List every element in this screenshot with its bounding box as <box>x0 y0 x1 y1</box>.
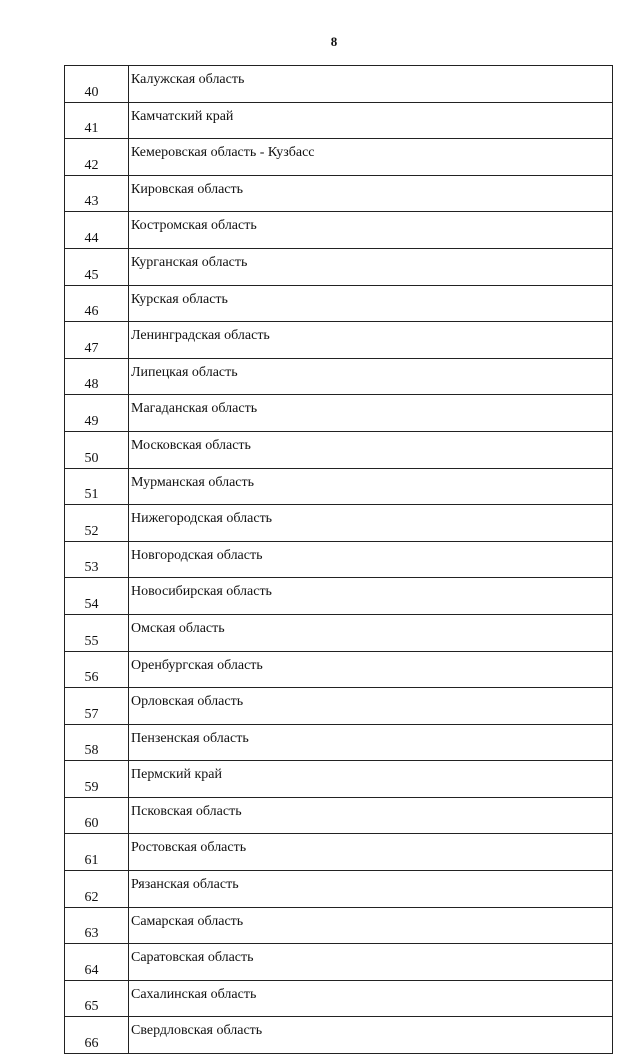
region-name-cell: Камчатский край <box>129 102 613 139</box>
regions-table-container <box>64 65 612 1054</box>
table-row <box>65 468 613 505</box>
table-row <box>65 102 613 139</box>
region-name-cell: Московская область <box>129 431 613 468</box>
region-name-cell: Саратовская область <box>129 944 613 981</box>
table-row <box>65 1017 613 1054</box>
table-row <box>65 285 613 322</box>
region-name-cell: Мурманская область <box>129 468 613 505</box>
region-name-cell: Костромская область <box>129 212 613 249</box>
row-number-cell: 42 <box>65 139 129 176</box>
row-number-cell: 63 <box>65 907 129 944</box>
table-row <box>65 358 613 395</box>
region-name-cell: Оренбургская область <box>129 651 613 688</box>
row-number-cell: 64 <box>65 944 129 981</box>
region-name-cell: Орловская область <box>129 688 613 725</box>
table-row <box>65 871 613 908</box>
table-row <box>65 578 613 615</box>
row-number-cell: 62 <box>65 871 129 908</box>
row-number-cell: 58 <box>65 724 129 761</box>
table-row <box>65 139 613 176</box>
table-row <box>65 431 613 468</box>
table-row <box>65 212 613 249</box>
region-name-cell: Самарская область <box>129 907 613 944</box>
region-name-cell: Свердловская область <box>129 1017 613 1054</box>
table-row <box>65 797 613 834</box>
table-row <box>65 541 613 578</box>
region-name-cell: Калужская область <box>129 66 613 103</box>
region-name-cell: Пензенская область <box>129 724 613 761</box>
region-name-cell: Ленинградская область <box>129 322 613 359</box>
regions-table-body <box>65 66 613 1054</box>
row-number-cell: 60 <box>65 797 129 834</box>
table-row <box>65 980 613 1017</box>
row-number-cell: 41 <box>65 102 129 139</box>
region-name-cell: Псковская область <box>129 797 613 834</box>
row-number-cell: 48 <box>65 358 129 395</box>
row-number-cell: 50 <box>65 431 129 468</box>
row-number-cell: 66 <box>65 1017 129 1054</box>
table-row <box>65 944 613 981</box>
row-number-cell: 55 <box>65 614 129 651</box>
row-number-cell: 47 <box>65 322 129 359</box>
region-name-cell: Пермский край <box>129 761 613 798</box>
regions-table <box>64 65 613 1054</box>
region-name-cell: Магаданская область <box>129 395 613 432</box>
row-number-cell: 59 <box>65 761 129 798</box>
table-row <box>65 395 613 432</box>
region-name-cell: Омская область <box>129 614 613 651</box>
page-number: 8 <box>330 34 338 49</box>
region-name-cell: Липецкая область <box>129 358 613 395</box>
row-number-cell: 56 <box>65 651 129 688</box>
region-name-cell: Ростовская область <box>129 834 613 871</box>
row-number-cell: 52 <box>65 505 129 542</box>
row-number-cell: 46 <box>65 285 129 322</box>
table-row <box>65 907 613 944</box>
region-name-cell: Нижегородская область <box>129 505 613 542</box>
table-row <box>65 651 613 688</box>
row-number-cell: 45 <box>65 248 129 285</box>
row-number-cell: 44 <box>65 212 129 249</box>
region-name-cell: Курская область <box>129 285 613 322</box>
region-name-cell: Курганская область <box>129 248 613 285</box>
row-number-cell: 40 <box>65 66 129 103</box>
region-name-cell: Новгородская область <box>129 541 613 578</box>
row-number-cell: 65 <box>65 980 129 1017</box>
table-row <box>65 834 613 871</box>
table-row <box>65 688 613 725</box>
table-row <box>65 724 613 761</box>
table-row <box>65 761 613 798</box>
row-number-cell: 57 <box>65 688 129 725</box>
table-row <box>65 66 613 103</box>
region-name-cell: Кировская область <box>129 175 613 212</box>
table-row <box>65 614 613 651</box>
table-row <box>65 322 613 359</box>
region-name-cell: Кемеровская область - Кузбасс <box>129 139 613 176</box>
table-row <box>65 175 613 212</box>
row-number-cell: 51 <box>65 468 129 505</box>
row-number-cell: 54 <box>65 578 129 615</box>
row-number-cell: 61 <box>65 834 129 871</box>
table-row <box>65 505 613 542</box>
region-name-cell: Сахалинская область <box>129 980 613 1017</box>
row-number-cell: 53 <box>65 541 129 578</box>
region-name-cell: Рязанская область <box>129 871 613 908</box>
row-number-cell: 49 <box>65 395 129 432</box>
table-row <box>65 248 613 285</box>
row-number-cell: 43 <box>65 175 129 212</box>
region-name-cell: Новосибирская область <box>129 578 613 615</box>
